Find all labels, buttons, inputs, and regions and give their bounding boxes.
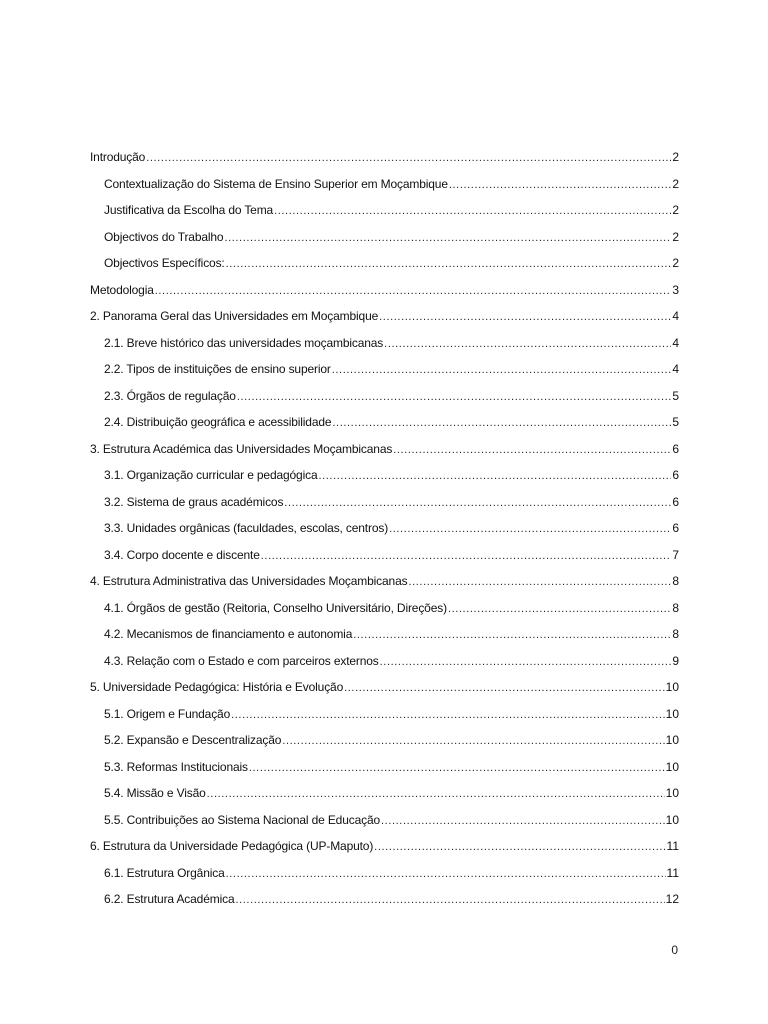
toc-entry[interactable] — [90, 598, 679, 625]
toc-dot-leader — [379, 307, 671, 327]
toc-entry[interactable] — [90, 624, 679, 651]
toc-dot-leader — [249, 758, 665, 778]
toc-dot-leader — [284, 493, 671, 513]
toc-entry[interactable] — [90, 306, 679, 333]
toc-dot-leader — [393, 440, 671, 460]
toc-entry-page: 8 — [672, 627, 679, 641]
toc-entry-title: 3.1. Organização curricular e pedagógica — [104, 468, 318, 482]
toc-entry-page: 5 — [672, 388, 679, 403]
toc-entry-page: 2 — [672, 176, 679, 191]
toc-entry-title: 2.1. Breve histórico das universidades moçambicanas — [104, 335, 384, 350]
toc-entry[interactable] — [90, 492, 679, 519]
toc-entry-title: 5. Universidade Pedagógica: História e Evolução — [90, 680, 344, 694]
toc-entry-title: 6.2. Estrutura Académica — [104, 892, 235, 906]
toc-dot-leader — [226, 864, 666, 884]
toc-entry[interactable] — [90, 677, 679, 704]
toc-entry-page: 4 — [672, 335, 679, 350]
toc-entry-title: 4.3. Relação com o Estado e com parceiros externos — [104, 653, 379, 668]
toc-entry-title: 2.2. Tipos de instituições de ensino superior — [104, 362, 331, 376]
toc-dot-leader — [226, 254, 672, 274]
toc-entry-page: 4 — [672, 309, 679, 323]
toc-entry-title: Introdução — [90, 150, 146, 164]
toc-entry-page: 3 — [672, 282, 679, 297]
toc-entry-page: 7 — [672, 547, 679, 562]
toc-entry-page: 10 — [665, 812, 679, 827]
toc-dot-leader — [448, 599, 671, 619]
toc-entry-title: 3.4. Corpo docente e discente — [104, 547, 260, 562]
toc-entry-title: 2.4. Distribuição geográfica e acessibilidade — [104, 415, 332, 429]
toc-entry-title: 3. Estrutura Académica das Universidades Moçambicanas — [90, 441, 393, 456]
toc-entry-page: 5 — [672, 415, 679, 429]
toc-entry-title: Justificativa da Escolha do Tema — [104, 203, 274, 217]
toc-entry-page: 12 — [665, 892, 679, 906]
toc-entry[interactable] — [90, 253, 679, 280]
toc-dot-leader — [381, 811, 665, 831]
toc-entry-title: 5.2. Expansão e Descentralização — [104, 733, 282, 747]
toc-entry-page: 2 — [672, 229, 679, 244]
toc-dot-leader — [274, 201, 671, 221]
toc-entry[interactable] — [90, 359, 679, 386]
toc-entry-page: 10 — [665, 706, 679, 721]
toc-entry-title: 3.3. Unidades orgânicas (faculdades, escolas, centros) — [104, 521, 389, 535]
toc-dot-leader — [449, 175, 671, 195]
toc-entry[interactable] — [90, 545, 679, 572]
toc-entry-title: Metodologia — [90, 282, 154, 297]
toc-entry-page: 10 — [665, 680, 679, 694]
toc-entry-title: Contextualização do Sistema de Ensino Superior em Moçambique — [104, 176, 448, 191]
toc-dot-leader — [408, 572, 671, 592]
toc-entry[interactable] — [90, 280, 679, 307]
toc-entry-page: 6 — [672, 441, 679, 456]
toc-dot-leader — [318, 466, 671, 486]
toc-dot-leader — [380, 652, 672, 672]
toc-dot-leader — [389, 519, 671, 539]
toc-dot-leader — [235, 890, 664, 910]
toc-dot-leader — [207, 784, 665, 804]
toc-entry[interactable] — [90, 333, 679, 360]
toc-entry[interactable] — [90, 439, 679, 466]
toc-entry-title: Objectivos do Trabalho — [104, 229, 224, 244]
toc-dot-leader — [237, 387, 671, 407]
toc-dot-leader — [231, 705, 665, 725]
toc-entry-title: 2.3. Órgãos de regulação — [104, 388, 236, 403]
toc-entry-title: 3.2. Sistema de graus académicos — [104, 494, 284, 509]
toc-entry-title: 6. Estrutura da Universidade Pedagógica (UP-Maputo) — [90, 839, 374, 853]
toc-entry[interactable] — [90, 386, 679, 413]
toc-entry-title: 5.3. Reformas Institucionais — [104, 759, 248, 774]
toc-dot-leader — [332, 360, 672, 380]
toc-entry-title: 5.4. Missão e Visão — [104, 786, 206, 800]
toc-entry-title: 6.1. Estrutura Orgânica — [104, 865, 225, 880]
toc-entry-page: 8 — [672, 574, 679, 588]
toc-entry-page: 4 — [672, 362, 679, 376]
toc-entry[interactable] — [90, 836, 679, 863]
toc-entry[interactable] — [90, 810, 679, 837]
toc-entry-page: 6 — [672, 468, 679, 482]
toc-entry-page: 8 — [672, 600, 679, 615]
toc-entry[interactable] — [90, 889, 679, 916]
toc-entry[interactable] — [90, 465, 679, 492]
toc-entry[interactable] — [90, 704, 679, 731]
toc-entry-page: 2 — [672, 256, 679, 270]
toc-entry[interactable] — [90, 412, 679, 439]
toc-entry-title: 4. Estrutura Administrativa das Universidades Moçambicanas — [90, 574, 408, 588]
toc-dot-leader — [374, 837, 665, 857]
toc-entry-page: 11 — [666, 865, 679, 880]
toc-entry[interactable] — [90, 757, 679, 784]
toc-entry-page: 2 — [672, 203, 679, 217]
toc-dot-leader — [344, 678, 665, 698]
toc-entry-page: 6 — [672, 521, 679, 535]
toc-entry-page: 9 — [672, 653, 679, 668]
toc-entry[interactable] — [90, 571, 679, 598]
toc-entry[interactable] — [90, 863, 679, 890]
toc-dot-leader — [384, 334, 671, 354]
toc-entry[interactable] — [90, 200, 679, 227]
toc-entry-page: 10 — [665, 786, 679, 800]
toc-dot-leader — [353, 625, 671, 645]
toc-entry[interactable] — [90, 518, 679, 545]
toc-entry-page: 11 — [666, 839, 679, 853]
toc-entry[interactable] — [90, 651, 679, 678]
toc-entry-title: 4.1. Órgãos de gestão (Reitoria, Conselho Universitário, Direções) — [104, 600, 447, 615]
page-number: 0 — [671, 943, 678, 957]
toc-entry-title: 5.1. Origem e Fundação — [104, 706, 231, 721]
toc-entry-page: 2 — [672, 150, 679, 164]
toc-entry[interactable] — [90, 227, 679, 254]
toc-entry[interactable] — [90, 783, 679, 810]
toc-dot-leader — [224, 228, 671, 248]
toc-dot-leader — [146, 148, 671, 168]
table-of-contents — [90, 147, 679, 916]
toc-dot-leader — [332, 413, 671, 433]
toc-dot-leader — [282, 731, 664, 751]
toc-entry-title: 5.5. Contribuições ao Sistema Nacional de Educação — [104, 812, 381, 827]
toc-entry-title: 2. Panorama Geral das Universidades em Moçambique — [90, 309, 379, 323]
toc-entry-page: 6 — [672, 494, 679, 509]
toc-entry[interactable] — [90, 147, 679, 174]
toc-entry-title: 4.2. Mecanismos de financiamento e autonomia — [104, 627, 353, 641]
toc-dot-leader — [261, 546, 672, 566]
toc-entry-page: 10 — [665, 733, 679, 747]
toc-entry[interactable] — [90, 730, 679, 757]
toc-dot-leader — [155, 281, 672, 301]
toc-entry-page: 10 — [665, 759, 679, 774]
toc-entry[interactable] — [90, 174, 679, 201]
toc-entry-title: Objectivos Específicos: — [104, 256, 225, 270]
